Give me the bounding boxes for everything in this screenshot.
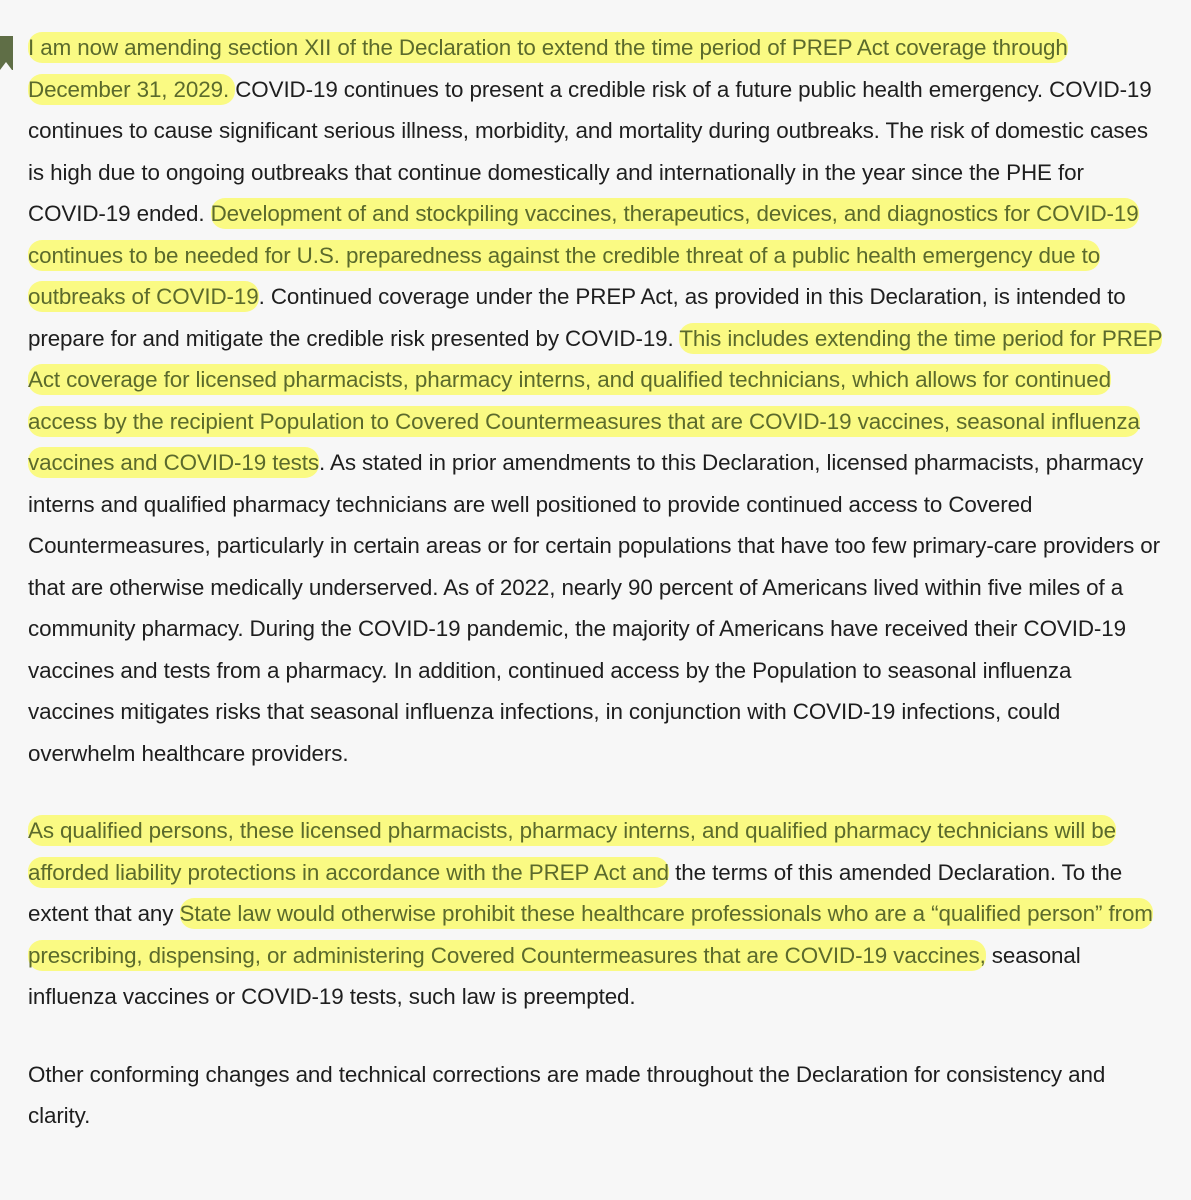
body-text: Other conforming changes and technical corrections are made throughout the Declaration for consistency and clarity. bbox=[28, 1061, 1106, 1128]
body-text: . Continued coverage under the PREP Act, as provided in this Declaration, is intended to prepare for and mitigate the credible risk presented by COVID-19. bbox=[28, 284, 1126, 351]
paragraph-1 bbox=[28, 27, 1163, 774]
highlighted-text: This includes extending the time period for PREP Act coverage for licensed pharmacists, pharmacy interns, and qualified technicians, which allows for continued access by the recipient Population to Covered Countermeasures that are COVID-19 vaccines, seasonal influenza vaccines and COVID-19 tests bbox=[28, 323, 1162, 479]
body-text: . As stated in prior amendments to this Declaration, licensed pharmacists, pharmacy interns and qualified pharmacy technicians are well positioned to provide continued access to Covered Countermeasures, particularly in certain areas or for certain populations that have too few primary-care providers or that are otherwise medically underserved. As of 2022, nearly 90 percent of Americans lived within five miles of a community pharmacy. During the COVID-19 pandemic, the majority of Americans have received their COVID-19 vaccines and tests from a pharmacy. In addition, continued access by the Population to seasonal influenza vaccines mitigates risks that seasonal influenza infections, in conjunction with COVID-19 infections, could overwhelm healthcare providers. bbox=[28, 450, 1160, 766]
body-text: COVID-19 continues to present a credible risk of a future public health emergency. COVID-19 continues to cause significant serious illness, morbidity, and mortality during outbreaks. The risk of domestic cases is high due to ongoing outbreaks that continue domestically and internationally in the year since the PHE for COVID-19 ended. bbox=[28, 76, 1152, 226]
paragraph-2 bbox=[28, 810, 1163, 1018]
bookmark-icon[interactable] bbox=[0, 36, 13, 70]
highlighted-text: As qualified persons, these licensed pharmacists, pharmacy interns, and qualified pharmacy technicians will be afforded liability protections in accordance with the PREP Act and bbox=[28, 815, 1116, 888]
highlighted-text: I am now amending section XII of the Declaration to extend the time period of PREP Act coverage through December 31, 2029. bbox=[28, 32, 1068, 105]
body-text: seasonal influenza vaccines or COVID-19 tests, such law is preempted. bbox=[28, 942, 1081, 1009]
document-body bbox=[28, 27, 1163, 1137]
body-text: the terms of this amended Declaration. To the extent that any bbox=[28, 859, 1123, 926]
highlighted-text: State law would otherwise prohibit these healthcare professionals who are a “qualified person” from prescribing, dispensing, or administering Covered Countermeasures that are COVID-19 vaccines, bbox=[28, 898, 1153, 971]
highlighted-text: Development of and stockpiling vaccines, therapeutics, devices, and diagnostics for COVID-19 continues to be needed for U.S. preparedness against the credible threat of a public health emergency due to outbreaks of COVID-19 bbox=[28, 198, 1139, 312]
paragraph-3 bbox=[28, 1054, 1163, 1137]
